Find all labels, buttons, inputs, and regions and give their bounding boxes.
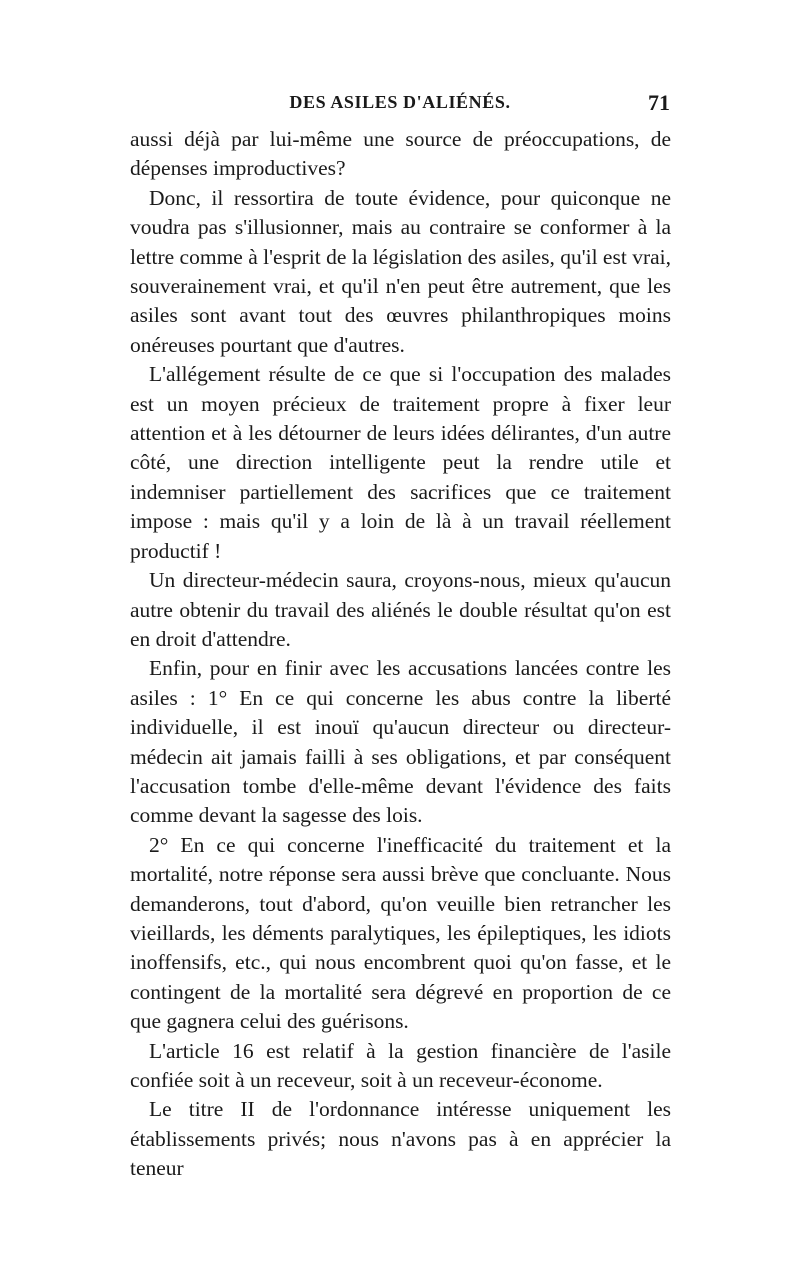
paragraph: Le titre II de l'ordonnance intéresse uniquement les établissements privés; nous n'avons pas à en apprécier la teneur [130,1097,671,1181]
body-text [130,125,671,1184]
paragraph: L'article 16 est relatif à la gestion financière de l'asile confiée soit à un receveur, soit à un receveur-économe. [130,1038,671,1092]
paragraph: Un directeur-médecin saura, croyons-nous, mieux qu'aucun autre obtenir du travail des aliénés le double résultat qu'on est en droit d'attendre. [130,568,671,651]
paragraph: 2° En ce qui concerne l'inefficacité du traitement et la mortalité, notre réponse sera aussi brève que concluante. Nous demanderons, tout d'abord, qu'on veuille bien retrancher les vieillards, les déments paralytiques, les épileptiques, les idiots inoffensifs, etc., qui nous encombrent quoi qu'on fasse, et le contingent de la mortalité sera dégrevé en proportion de ce que gagnera celui des guérisons. [130,832,671,1034]
paragraph: Donc, il ressortira de toute évidence, pour quiconque ne voudra pas s'illusionner, mais au contraire se conformer à la lettre comme à l'esprit de la législation des asiles, qu'il est vrai, souverainement vrai, et qu'il n'en peut être autrement, que les asiles sont avant tout des œuvres philanthropiques moins onéreuses pourtant que d'autres. [130,185,671,357]
paragraph: L'allégement résulte de ce que si l'occupation des malades est un moyen précieux de traitement propre à fixer leur attention et à les détourner de leurs idées délirantes, d'un autre côté, une direction intelligente peut la rendre utile et indemniser partiellement des sacrifices que ce traitement impose : mais qu'il y a loin de là à un travail réellement productif ! [130,362,671,563]
paragraph-continued: aussi déjà par lui-même une source de préoccupations, de dépenses improductives? [130,127,671,181]
paragraph: Enfin, pour en finir avec les accusations lancées contre les asiles : 1° En ce qui concerne les abus contre la liberté individuelle, il est inouï qu'aucun directeur ou directeur-médecin ait jamais failli à ses obligations, et par conséquent l'accusation tombe d'elle-même devant l'évidence des faits comme devant la sagesse des lois. [130,656,671,828]
running-title: DES ASILES D'ALIÉNÉS. [289,92,511,112]
running-head [130,92,670,122]
page-number: 71 [648,90,670,115]
